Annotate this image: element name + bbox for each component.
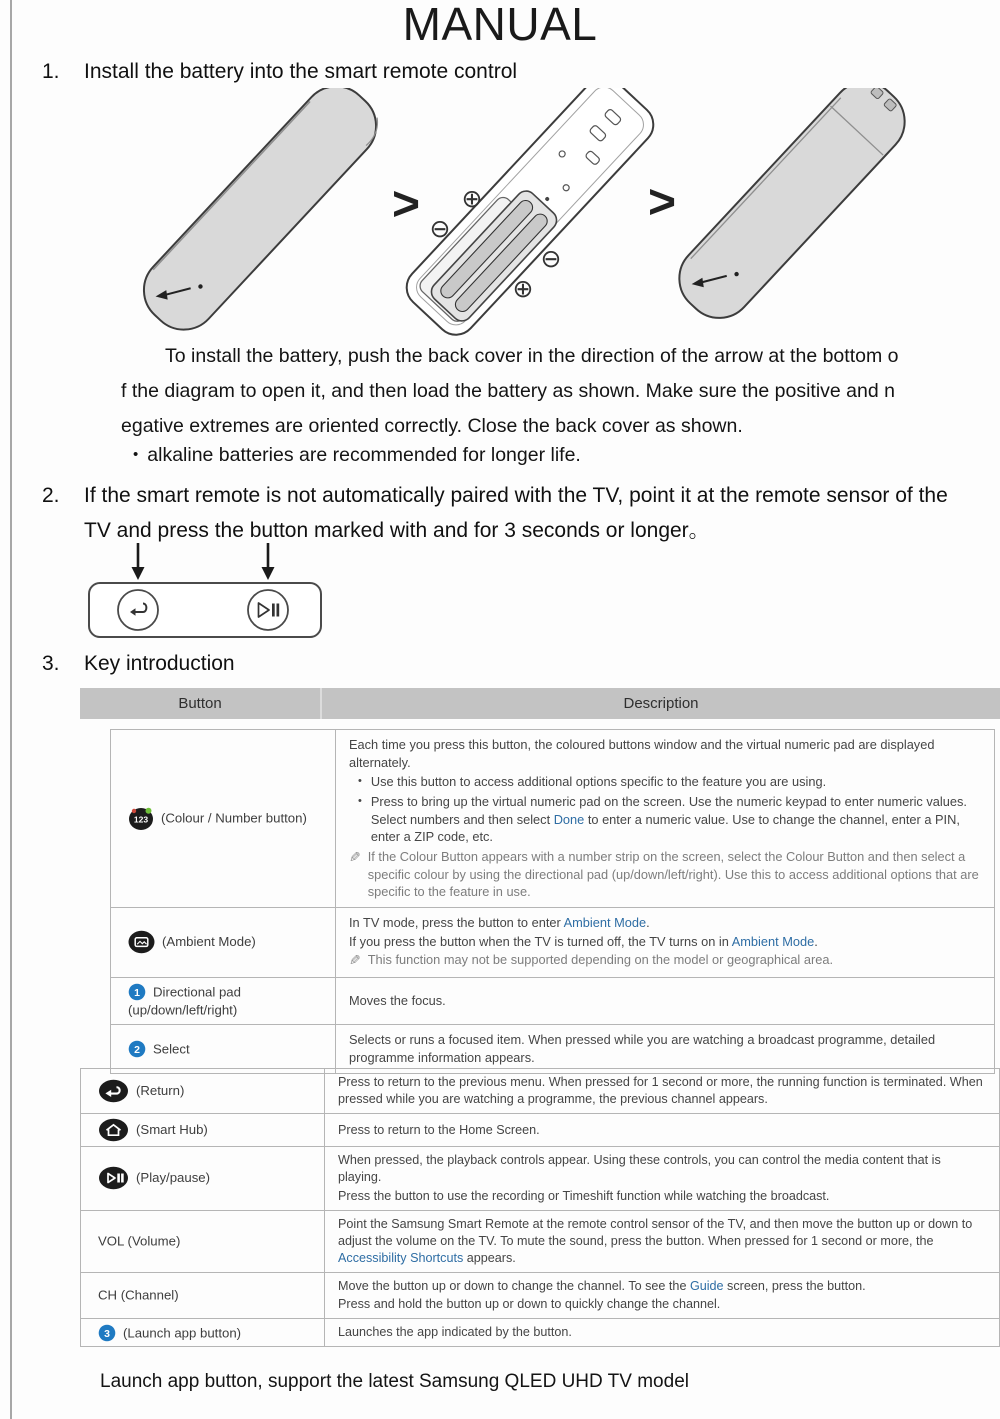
description-p [338,1188,986,1205]
text-segment: to enter a numeric value. Use to change the channel, enter a PIN, enter a ZIP code, etc. [370,811,960,845]
text [368,848,981,901]
play-pause-button-icon [248,590,288,630]
description-cell [325,1069,1000,1114]
ambient-mode-icon [128,930,155,954]
button-label: (Colour / Number button) [161,810,307,826]
text [338,1189,829,1203]
install-instructions [121,339,969,444]
next-step-chevron-icon: > [392,178,421,231]
description-cell [325,1273,1000,1319]
button-label: (Return) [136,1083,185,1099]
text-segment: If the Colour Button appears with a number strip on the screen, select the Colour Button and then select a specific colour by using the directional pad (up/down/left/right). Use this to access additional options that are specific to the feature in use. [367,848,979,900]
colour-number-icon [128,806,154,831]
text [338,1279,866,1293]
return-button-icon [118,590,158,630]
text [371,773,826,791]
install-instructions-line: egative extremes are oriented correctly. Close the back cover as shown. [121,415,743,437]
step-2-text [84,478,948,548]
text-segment: Press to return to the Home Screen. [338,1122,540,1137]
text-segment: appears. [463,1250,516,1265]
alkaline-note-text: alkaline batteries are recommended for longer life. [147,444,581,466]
step-2-line: If the smart remote is not automatically paired with the TV, point it at the remote sensor of the [84,484,948,507]
page-edge-rule [10,0,12,1419]
text-segment: Point the Samsung Smart Remote at the remote control sensor of the TV, and then move the button up or down to adjust the volume on the TV. To mute the sound, press the button. When pressed for 1 second or more, the [338,1216,973,1248]
description-cell [336,977,995,1025]
description-p [338,1122,986,1139]
text-segment: Moves the focus. [349,993,446,1009]
step-1-heading [42,60,517,84]
description-cell [325,1319,1000,1347]
table-row [81,1273,1000,1319]
number-3-icon [98,1324,116,1342]
description-note [349,848,981,901]
number-2-icon [128,1040,146,1058]
step-3-heading [42,652,235,676]
button-column-header: Button [178,695,222,712]
table-row [111,730,995,908]
svg-text:1: 1 [134,986,140,999]
text-segment: Press and hold the button up or down to quickly change the channel. [338,1297,721,1312]
step-1-number: 1. [42,60,60,83]
text-segment: Launches the app indicated by the button. [338,1325,572,1340]
text [338,1153,941,1184]
table-row [111,1025,995,1073]
description-p [349,933,981,951]
number-1-icon [128,983,146,1001]
description-p [349,914,981,932]
description-cell [336,907,995,977]
smart-hub-icon [98,1118,129,1142]
install-instructions-line: To install the battery, push the back cover in the direction of the arrow at the bottom o [165,345,899,367]
link-text: Guide [689,1279,724,1293]
key-table-secondary [80,1068,1000,1347]
text-segment: Move the button up or down to change the channel. To see the [338,1279,690,1293]
button-label: Directional pad (up/down/left/right) [128,984,241,1018]
text [349,934,818,949]
link-text: Ambient Mode [563,914,647,930]
bullet-icon: • [358,775,362,788]
text [338,1325,572,1339]
pairing-buttons-illustration [86,540,336,640]
description-note [349,951,981,970]
description-column-header: Description [320,688,1000,719]
alkaline-note [133,444,581,467]
button-cell [81,1273,325,1319]
description-p [338,1152,986,1186]
key-table-header [80,688,1000,719]
table-row [81,1114,1000,1147]
bullet-icon: • [358,794,362,807]
step-2-line: TV and press the button marked with and for 3 seconds or longer。 [84,519,710,542]
svg-text:3: 3 [104,1327,110,1340]
table-row [111,977,995,1025]
table-row [81,1210,1000,1272]
description-cell [325,1210,1000,1272]
page-title: MANUAL [402,0,598,50]
description-p [349,992,981,1010]
step-1-label: Install the battery into the smart remote control [84,60,518,83]
battery-minus-icon: ⊖ [540,245,562,273]
play-pause-icon [98,1166,129,1190]
text-segment: . [814,933,818,949]
description-p [338,1324,986,1341]
install-instructions-line: f the diagram to open it, and then load the battery as shown. Make sure the positive and n [121,380,895,402]
pencil-note-icon: ✎ [349,848,361,865]
text [349,915,650,930]
button-label: CH (Channel) [98,1288,179,1304]
text [349,737,934,770]
text-segment: . [646,914,650,930]
svg-text:123: 123 [133,814,149,825]
table-row [111,907,995,977]
battery-install-illustration [100,88,1000,340]
text-segment: This function may not be supported depending on the model or geographical area. [367,952,833,968]
description-p [338,1278,986,1295]
description-p [338,1074,986,1108]
text-segment: In TV mode, press the button to enter [349,914,564,930]
step-2-number: 2. [42,484,60,507]
button-label: Select [153,1041,190,1057]
description-cell [336,1025,995,1073]
key-table-primary [110,729,995,1074]
text [338,1075,983,1106]
table-row [81,1319,1000,1347]
table-row [81,1147,1000,1210]
text [368,951,833,970]
text-segment: Use this button to access additional options specific to the feature you are using. [370,774,827,790]
text-segment: Press to return to the previous menu. When pressed for 1 second or more, the running function is terminated. When pressed while you are watching a programme, the previous channel appears. [338,1075,983,1107]
remote-back-closed-icon [130,88,390,340]
battery-plus-icon: ⊕ [512,275,534,303]
text [349,993,446,1008]
button-label: (Smart Hub) [136,1122,208,1138]
text-segment: Selects or runs a focused item. When pressed while you are watching a broadcast programme, detailed programme information appears. [349,1032,936,1066]
text [338,1297,720,1311]
text [338,1123,540,1137]
table-row [81,1069,1000,1114]
text-segment: Press the button to use the recording or Timeshift function while watching the broadcast. [338,1188,830,1203]
description-bullet [349,793,981,846]
button-label: (Ambient Mode) [162,934,256,950]
next-step-chevron-icon: > [648,176,677,229]
description-p [349,1031,981,1066]
text-segment: Press to bring up the virtual numeric pad on the screen. Use the numeric keypad to enter numeric values. Select numbers and then select [370,793,967,827]
step-2-heading [42,478,948,548]
text-segment: If you press the button when the TV is turned off, the TV turns on in [349,933,732,949]
svg-text:2: 2 [134,1044,140,1057]
step-3-number: 3. [42,652,60,675]
button-cell [81,1319,325,1347]
button-cell [81,1069,325,1114]
button-cell [81,1210,325,1272]
down-arrow-icon [132,543,145,580]
battery-plus-icon: ⊕ [461,185,483,213]
down-arrow-icon [262,543,275,580]
text [338,1217,972,1265]
button-cell [111,1025,336,1073]
text-segment: Each time you press this button, the coloured buttons window and the virtual numeric pad are displayed alternately. [349,737,935,770]
return-icon [98,1079,129,1103]
pencil-note-icon: ✎ [349,952,361,969]
button-cell [111,907,336,977]
description-cell [325,1147,1000,1210]
description-bullet [349,773,981,791]
text-segment: screen, press the button. [723,1279,866,1293]
link-text: Done [553,811,585,827]
text-segment: When pressed, the playback controls appear. Using these controls, you can control the media content that is playing. [338,1153,941,1185]
battery-minus-icon: ⊖ [429,215,451,243]
description-cell [336,730,995,908]
bullet-icon: • [133,446,139,463]
button-label: VOL (Volume) [98,1233,181,1249]
footer-note: Launch app button, support the latest Samsung QLED UHD TV model [100,1371,689,1392]
description-p [338,1296,986,1313]
link-text: Accessibility Shortcuts [338,1250,464,1265]
button-cell [81,1147,325,1210]
button-cell [81,1114,325,1147]
description-cell [325,1114,1000,1147]
description-p [338,1216,986,1267]
description-p [349,736,981,771]
button-label: (Play/pause) [136,1170,211,1186]
button-cell [111,977,336,1025]
link-text: Ambient Mode [731,933,815,949]
remote-back-cover-icon [665,88,918,332]
text [349,1032,935,1065]
text [371,793,981,846]
step-3-label: Key introduction [84,652,235,675]
button-cell [111,730,336,908]
button-label: (Launch app button) [123,1325,242,1341]
